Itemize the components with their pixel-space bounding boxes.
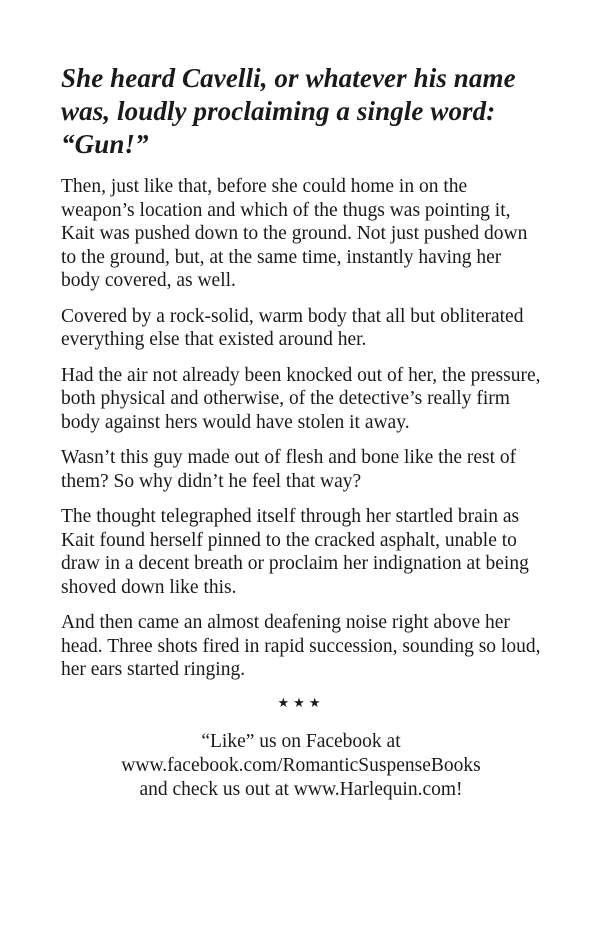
excerpt-headline: She heard Cavelli, or whatever his name was, loudly proclaiming a single word: “Gun!” <box>61 63 516 159</box>
excerpt-paragraph: Covered by a rock-solid, warm body that all but obliterated everything else that existed around her. <box>61 305 524 350</box>
excerpt-paragraph: Then, just like that, before she could home in on the weapon’s location and which of the thugs was pointing it, Kait was pushed down to the ground. Not just pushed down to the ground, but, at the same time, instantly having her body covered, as well. <box>61 176 528 291</box>
section-divider-stars: ★★★ <box>277 695 325 711</box>
excerpt-paragraph: The thought telegraphed itself through her startled brain as Kait found herself pinned to the cracked asphalt, unable to draw in a decent breath or proclaim her indignation at being shoved down like this. <box>61 506 529 598</box>
excerpt-paragraph: And then came an almost deafening noise right above her head. Three shots fired in rapid succession, sounding so loud, her ears started ringing. <box>61 612 541 680</box>
excerpt-paragraph: Wasn’t this guy made out of flesh and bone like the rest of them? So why didn’t he feel that way? <box>61 447 517 492</box>
excerpt-paragraph: Had the air not already been knocked out of her, the pressure, both physical and otherwise, of the detective’s really firm body against hers would have stolen it away. <box>61 364 541 433</box>
promo-block <box>61 730 541 802</box>
promo-facebook-url: www.facebook.com/RomanticSuspenseBooks <box>121 754 481 776</box>
book-page <box>61 62 541 802</box>
promo-website-line: and check us out at www.Harlequin.com! <box>139 778 463 800</box>
promo-facebook-line: “Like” us on Facebook at <box>201 730 401 752</box>
